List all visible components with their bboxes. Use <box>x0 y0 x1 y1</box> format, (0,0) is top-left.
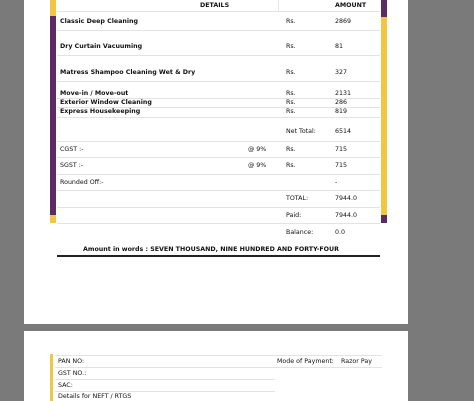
row-divider <box>57 190 380 191</box>
item-name: Exterior Window Cleaning <box>60 99 152 106</box>
total-value: 7944.0 <box>335 195 358 202</box>
item-rs: Rs. <box>286 90 296 97</box>
row-divider <box>55 367 382 368</box>
pan-label: PAN NO: <box>58 358 85 365</box>
row-divider <box>55 379 275 380</box>
column-header-amount: AMOUNT <box>335 2 367 9</box>
paid-label: Paid: <box>286 212 302 219</box>
payment-mode-label: Mode of Payment: <box>277 358 334 365</box>
total-label: TOTAL: <box>286 195 309 202</box>
row-divider <box>57 174 380 175</box>
rounded-off-value: - <box>335 179 338 186</box>
sgst-label: SGST :- <box>60 162 84 169</box>
header-column-divider <box>278 0 279 11</box>
invoice-page-2 <box>24 331 408 401</box>
cgst-value: 715 <box>335 146 348 153</box>
row-divider <box>55 391 275 392</box>
balance-value: 0.0 <box>335 229 346 236</box>
cgst-rs: Rs. <box>286 146 296 153</box>
item-rs: Rs. <box>286 43 296 50</box>
sac-label: SAC: <box>58 382 73 389</box>
sgst-rs: Rs. <box>286 162 296 169</box>
item-rs: Rs. <box>286 18 296 25</box>
cgst-rate: @ 9% <box>248 146 267 153</box>
payment-mode-value: Razor Pay <box>341 358 372 365</box>
item-name: Move-in / Move-out <box>60 90 129 97</box>
row-divider <box>57 81 380 82</box>
invoice-page-1 <box>24 0 408 324</box>
footer-top-divider <box>55 355 382 356</box>
item-name: Dry Curtain Vacuuming <box>60 43 143 50</box>
item-amount: 819 <box>335 108 348 115</box>
row-divider <box>57 157 380 158</box>
gst-label: GST NO.: <box>58 370 87 377</box>
cgst-label: CGST :- <box>60 146 84 153</box>
row-divider <box>57 30 380 31</box>
row-divider <box>57 223 380 224</box>
row-divider <box>57 55 380 56</box>
words-underline <box>57 255 380 257</box>
balance-label: Balance: <box>286 229 314 236</box>
net-total-label: Net Total: <box>286 128 316 135</box>
right-accent-purple-top <box>381 0 387 17</box>
neft-details-label: Details for NEFT / RTGS <box>58 393 132 400</box>
right-accent-purple-bottom <box>381 215 387 223</box>
sgst-rate: @ 9% <box>248 162 267 169</box>
item-rs: Rs. <box>286 108 296 115</box>
item-amount: 2131 <box>335 90 352 97</box>
item-amount: 286 <box>335 99 348 106</box>
item-amount: 2869 <box>335 18 352 25</box>
row-divider <box>57 207 380 208</box>
amount-in-words: Amount in words : SEVEN THOUSAND, NINE HUNDRED AND FORTY-FOUR <box>83 246 339 253</box>
left-accent-yellow <box>50 354 53 401</box>
item-amount: 327 <box>335 69 348 76</box>
row-divider <box>57 141 380 142</box>
item-rs: Rs. <box>286 69 296 76</box>
header-divider <box>57 11 380 12</box>
paid-value: 7944.0 <box>335 212 358 219</box>
item-rs: Rs. <box>286 99 296 106</box>
item-name: Classic Deep Cleaning <box>60 18 139 25</box>
column-header-details: DETAILS <box>200 2 230 9</box>
sgst-value: 715 <box>335 162 348 169</box>
left-accent-purple <box>50 16 56 215</box>
net-total-value: 6514 <box>335 128 352 135</box>
row-divider <box>57 117 380 118</box>
rounded-off-label: Rounded Off:- <box>60 179 104 186</box>
right-accent-yellow <box>381 17 387 215</box>
left-accent-yellow-top <box>50 0 56 16</box>
item-amount: 81 <box>335 43 344 50</box>
item-name: Matress Shampoo Cleaning Wet & Dry <box>60 69 196 76</box>
left-accent-yellow-bottom <box>50 215 56 223</box>
item-name: Express Housekeeping <box>60 108 141 115</box>
